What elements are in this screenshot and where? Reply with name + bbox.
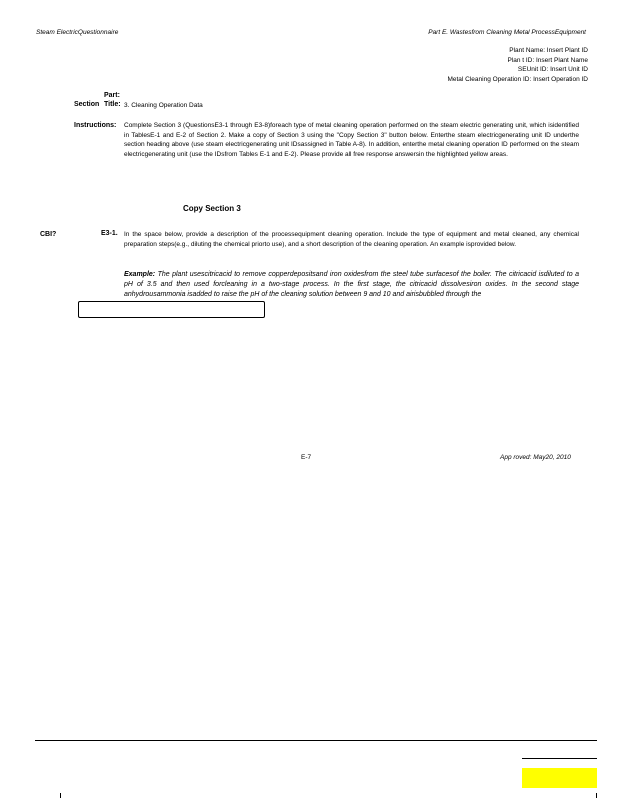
footer-divider <box>35 740 597 741</box>
question-number: E3-1. <box>101 230 118 237</box>
question-text: In the space below, provide a description of the processequipment cleaning operation. Include the type of equipment and metal cleaned, any chemical preparation steps(e.g., diluting the chemical priorto use), and a short description of the cleaning operation. An example isprovided below. <box>124 231 579 248</box>
plant-name-line: Plant Name: Insert Plant ID <box>509 47 588 54</box>
unit-id-line: SEUnit ID: Insert Unit ID <box>517 66 588 73</box>
signature-line <box>522 758 597 759</box>
page-number: E-7 <box>301 454 312 461</box>
section-title: 3. Cleaning Operation Data <box>124 102 203 109</box>
cbi-label: CBI? <box>40 231 57 238</box>
plant-info <box>447 46 588 84</box>
highlighted-response-area[interactable] <box>522 768 597 788</box>
crop-mark-left <box>60 793 61 798</box>
part-label: Part: <box>104 92 120 99</box>
title-label: Title: <box>104 101 121 108</box>
plant-id-line: Plan t ID: Insert Plant Name <box>507 56 588 64</box>
instructions-label: Instructions: <box>74 122 117 129</box>
approved-date: App roved: May20, 2010 <box>500 454 571 461</box>
section-label: Section <box>74 101 100 108</box>
example-block <box>124 270 579 300</box>
example-label: Example: <box>124 271 156 278</box>
crop-mark-right <box>596 793 597 798</box>
header-left: Steam ElectricQuestionnaire <box>36 29 119 36</box>
response-input-box[interactable] <box>78 301 265 318</box>
copy-section-button[interactable]: Copy Section 3 <box>183 204 241 213</box>
example-text: The plant usescitricacid to remove copperdepositsand iron oxidesfrom the steel tube surfacesof the boiler. The citricacid isdiluted to a pH of 3.5 and then used forcleaning in a two-stage process. In the first stage, the citricacid dissolvesiron oxides. In the second stage anhydrousammonia isadded to raise the pH of the cleaning solution between 9 and 10 and airisbubbled through the <box>124 271 579 298</box>
header-right: Part E. Wastesfrom Cleaning Metal ProcessEquipment <box>428 29 586 36</box>
operation-id-line: Metal Cleaning Operation ID: Insert Operation ID <box>447 75 588 83</box>
instructions-text: Complete Section 3 (QuestionsE3-1 through E3-8)foreach type of metal cleaning operation performed on the steam electric generating unit, which isidentified in TablesE-1 and E-2 of Section 2. Make a copy of Section 3 using the "Copy Section 3" button below. Enterthe steam electricgenerating unit ID underthe section heading above (use steam electricgenerating unit IDsassigned in Table A-8). In addition, enterthe metal cleaning operation ID performed on the steam electricgenerating unit (use the IDsfrom Tables E-1 and E-2). Please provide all free response answersin the highlighted yellow areas. <box>124 122 579 158</box>
